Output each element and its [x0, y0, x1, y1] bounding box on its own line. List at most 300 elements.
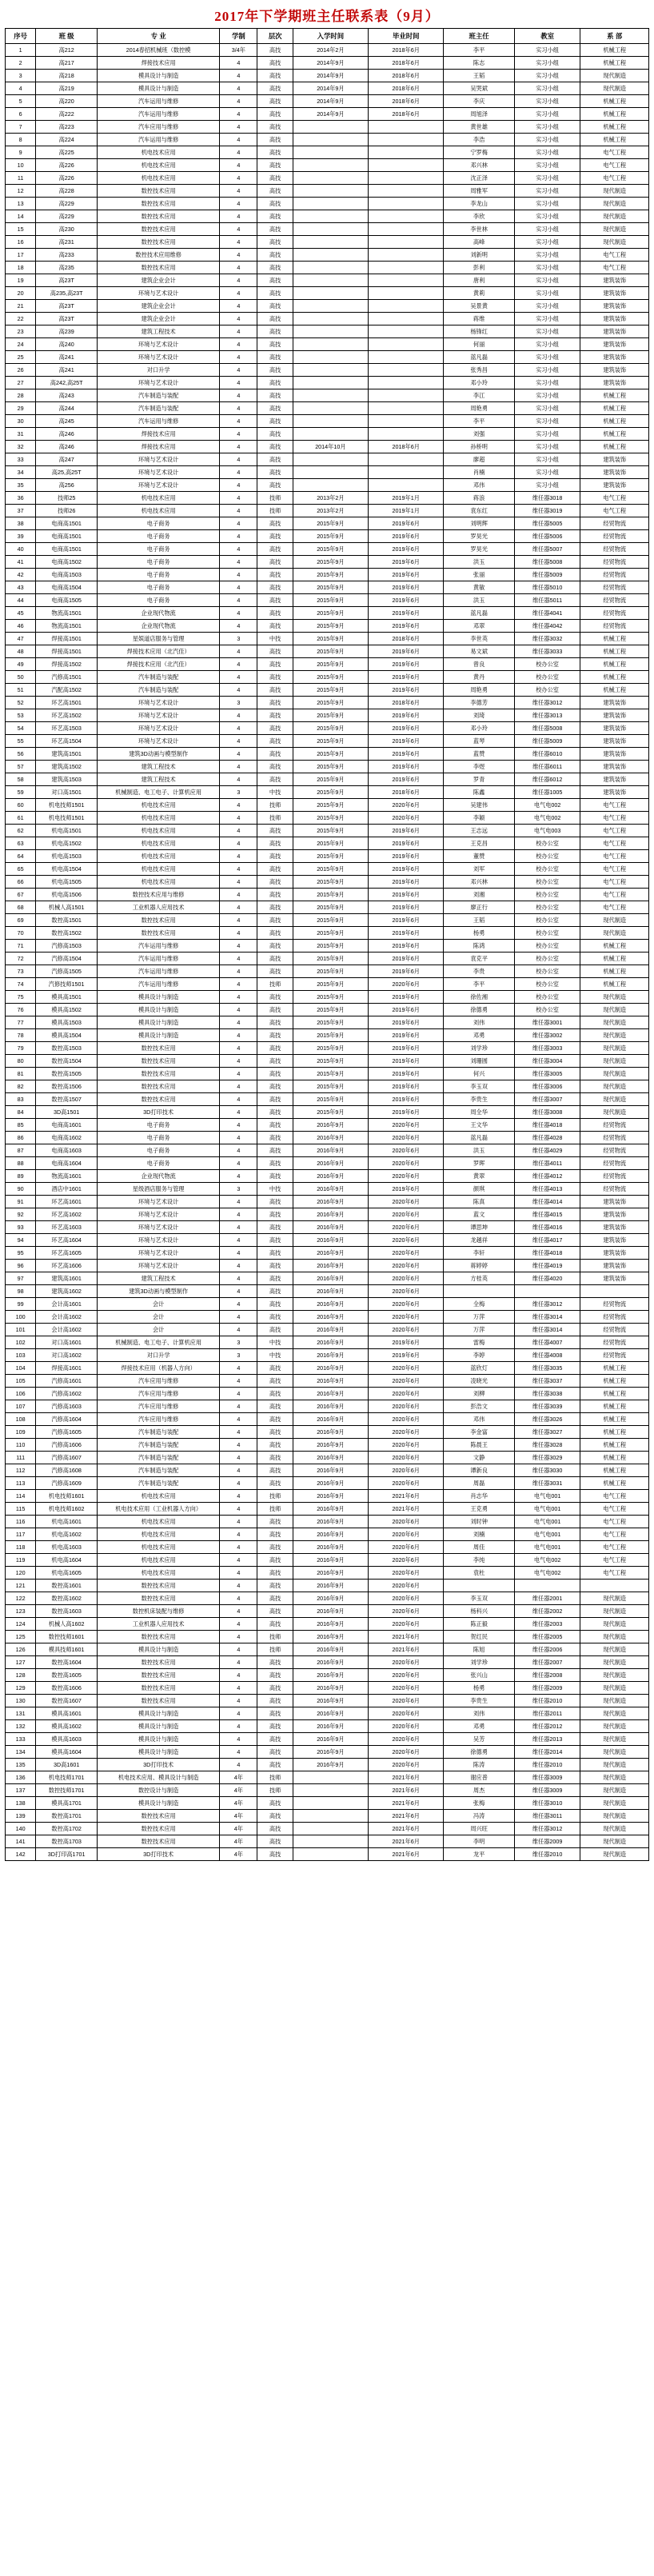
table-cell: 2019年6月: [369, 748, 444, 761]
table-cell: 李轩: [444, 1247, 514, 1260]
table-cell: 高技: [257, 1605, 293, 1618]
table-cell: 高技: [257, 121, 293, 134]
table-cell: 环境与艺术设计: [97, 1208, 219, 1221]
table-cell: 机械工程: [580, 134, 649, 146]
table-cell: 4: [220, 684, 257, 697]
table-cell: 环境与艺术设计: [97, 1260, 219, 1272]
table-cell: 维任器5009: [514, 735, 580, 748]
table-cell: 电气工程: [580, 812, 649, 825]
table-cell: 103: [6, 1349, 36, 1362]
table-cell: 经贸物流: [580, 1298, 649, 1311]
table-cell: 现代制造: [580, 1669, 649, 1682]
table-row: [6, 978, 649, 991]
table-cell: 4: [220, 1029, 257, 1042]
table-cell: 44: [6, 594, 36, 607]
table-cell: 高技: [257, 658, 293, 671]
table-cell: 高技: [257, 1029, 293, 1042]
table-cell: 焊接高1501: [36, 645, 98, 658]
table-row: [6, 569, 649, 581]
table-cell: 邓小玲: [444, 722, 514, 735]
table-cell: [369, 274, 444, 287]
table-cell: 建筑装饰: [580, 364, 649, 377]
table-cell: 中技: [257, 1183, 293, 1196]
table-cell: 汽车制造与装配: [97, 1452, 219, 1464]
table-cell: 模具技师1601: [36, 1643, 98, 1656]
table-cell: 模具设计与制造: [97, 70, 219, 82]
table-cell: 颜琪: [444, 1183, 514, 1196]
table-cell: 电子商务: [97, 530, 219, 543]
table-row: [6, 1810, 649, 1823]
table-row: [6, 1695, 649, 1707]
table-cell: 2015年9月: [293, 607, 368, 620]
table-cell: 电气电001: [514, 1503, 580, 1516]
table-cell: 2016年9月: [293, 1388, 368, 1400]
table-cell: 高技: [257, 684, 293, 697]
table-cell: 维任器5010: [514, 581, 580, 594]
table-cell: 维任器2005: [514, 1631, 580, 1643]
table-cell: 对口高1601: [36, 1336, 98, 1349]
table-row: [6, 223, 649, 236]
table-cell: 维任器6012: [514, 773, 580, 786]
table-cell: 2016年9月: [293, 1605, 368, 1618]
table-cell: 环艺高1606: [36, 1260, 98, 1272]
table-cell: 李婷: [444, 1349, 514, 1362]
table-cell: 实习小组: [514, 466, 580, 479]
table-cell: 经贸物流: [580, 1132, 649, 1144]
table-cell: 维任器2003: [514, 1618, 580, 1631]
table-cell: 4: [220, 1311, 257, 1324]
table-cell: 维任器3006: [514, 1080, 580, 1093]
column-header: 入学时间: [293, 29, 368, 44]
table-cell: 82: [6, 1080, 36, 1093]
table-cell: 2015年9月: [293, 530, 368, 543]
table-cell: 维任器2006: [514, 1643, 580, 1656]
table-cell: 4: [220, 223, 257, 236]
table-cell: 87: [6, 1144, 36, 1157]
table-cell: 蓝凡磊: [444, 607, 514, 620]
table-cell: [293, 351, 368, 364]
table-cell: 129: [6, 1682, 36, 1695]
table-cell: 2015年9月: [293, 620, 368, 633]
table-cell: [293, 1784, 368, 1797]
table-cell: 91: [6, 1196, 36, 1208]
table-cell: 2020年6月: [369, 1272, 444, 1285]
table-cell: 2015年9月: [293, 889, 368, 901]
table-cell: 数控高1503: [36, 1042, 98, 1055]
table-cell: 4: [220, 722, 257, 735]
table-cell: 59: [6, 786, 36, 799]
table-cell: [293, 1848, 368, 1861]
table-cell: 2020年6月: [369, 812, 444, 825]
table-cell: 廖正行: [444, 901, 514, 914]
table-cell: 校办公室: [514, 965, 580, 978]
table-cell: 2015年9月: [293, 965, 368, 978]
table-cell: 71: [6, 940, 36, 953]
table-cell: 95: [6, 1247, 36, 1260]
table-cell: 10: [6, 159, 36, 172]
table-cell: 建筑装饰: [580, 1221, 649, 1234]
table-row: [6, 914, 649, 927]
table-cell: 汽车制造与装配: [97, 1439, 219, 1452]
table-cell: 高技: [257, 1426, 293, 1439]
table-row: [6, 185, 649, 198]
table-cell: 机电高1503: [36, 850, 98, 863]
column-header: 毕业时间: [369, 29, 444, 44]
table-cell: 校办公室: [514, 940, 580, 953]
table-cell: 高技: [257, 108, 293, 121]
table-cell: 2016年9月: [293, 1490, 368, 1503]
table-cell: 电气工程: [580, 1541, 649, 1554]
table-cell: 高技: [257, 1234, 293, 1247]
table-cell: 陈正毅: [444, 1618, 514, 1631]
table-cell: 4: [220, 274, 257, 287]
table-cell: 电子商务: [97, 1144, 219, 1157]
table-cell: 2020年6月: [369, 1759, 444, 1771]
table-cell: 94: [6, 1234, 36, 1247]
table-cell: 汽车应用与维修: [97, 1400, 219, 1413]
table-cell: [293, 364, 368, 377]
table-cell: 4: [220, 1234, 257, 1247]
table-cell: 邓伟: [444, 1413, 514, 1426]
table-cell: 4: [220, 95, 257, 108]
table-row: [6, 1336, 649, 1349]
table-cell: 模具高1504: [36, 1029, 98, 1042]
table-cell: 实习小组: [514, 453, 580, 466]
table-cell: 4: [220, 389, 257, 402]
table-cell: 高技: [257, 1004, 293, 1016]
table-cell: 刘军: [444, 863, 514, 876]
table-cell: 2014年2月: [293, 44, 368, 57]
table-cell: 电商高1501: [36, 543, 98, 556]
table-cell: 对口升学: [97, 1349, 219, 1362]
table-cell: 维任器3035: [514, 1362, 580, 1375]
table-cell: 环艺高1603: [36, 1221, 98, 1234]
table-cell: 何丽: [444, 338, 514, 351]
table-cell: 高技: [257, 722, 293, 735]
table-cell: 技师: [257, 812, 293, 825]
table-cell: 现代制造: [580, 1592, 649, 1605]
table-cell: 机电高1505: [36, 876, 98, 889]
table-cell: 现代制造: [580, 1835, 649, 1848]
table-row: [6, 543, 649, 556]
table-cell: 袁东红: [444, 505, 514, 517]
table-row: [6, 697, 649, 709]
table-cell: 17: [6, 249, 36, 262]
table-row: [6, 1068, 649, 1080]
table-cell: 138: [6, 1797, 36, 1810]
table-cell: 电气电001: [514, 1490, 580, 1503]
table-cell: 高技: [257, 1810, 293, 1823]
table-cell: 万萍: [444, 1324, 514, 1336]
table-cell: 焊接技术应用（北汽佳）: [97, 658, 219, 671]
table-cell: 2015年9月: [293, 722, 368, 735]
table-row: [6, 940, 649, 953]
table-cell: 数控技师1601: [36, 1631, 98, 1643]
table-cell: 4: [220, 1669, 257, 1682]
table-cell: 机电技术应用: [97, 1554, 219, 1567]
table-cell: 高235: [36, 262, 98, 274]
table-cell: 高技: [257, 82, 293, 95]
table-cell: 建筑装饰: [580, 697, 649, 709]
table-cell: 电气电002: [514, 1554, 580, 1567]
table-cell: 高技: [257, 914, 293, 927]
table-cell: 4: [220, 1196, 257, 1208]
table-cell: 汽车应用与维修: [97, 1388, 219, 1400]
table-cell: 焊接高1501: [36, 633, 98, 645]
table-cell: 5: [6, 95, 36, 108]
table-cell: 模具设计与制造: [97, 82, 219, 95]
table-cell: 汽修高1501: [36, 671, 98, 684]
table-row: [6, 338, 649, 351]
table-cell: 经贸物流: [580, 1119, 649, 1132]
table-cell: 4: [220, 146, 257, 159]
table-cell: 高技: [257, 236, 293, 249]
table-row: [6, 325, 649, 338]
table-row: [6, 1388, 649, 1400]
table-cell: 3: [220, 1349, 257, 1362]
table-cell: 机械工程: [580, 1452, 649, 1464]
table-cell: 建筑装饰: [580, 748, 649, 761]
table-cell: 维任器5006: [514, 530, 580, 543]
table-cell: 73: [6, 965, 36, 978]
table-cell: 李煜: [444, 761, 514, 773]
table-cell: 李世英: [444, 633, 514, 645]
table-cell: 机械工程: [580, 684, 649, 697]
table-cell: 数控技师1701: [36, 1784, 98, 1797]
table-cell: 维任器3029: [514, 1452, 580, 1464]
table-cell: 维任器4011: [514, 1157, 580, 1170]
table-cell: 模具高1701: [36, 1797, 98, 1810]
table-cell: 4: [220, 620, 257, 633]
table-row: [6, 953, 649, 965]
table-cell: 数控技术应用: [97, 1055, 219, 1068]
table-cell: 117: [6, 1528, 36, 1541]
table-cell: 4: [220, 1260, 257, 1272]
table-cell: 数控技术应用: [97, 914, 219, 927]
table-cell: 物流高1601: [36, 1170, 98, 1183]
table-cell: 建筑装饰: [580, 466, 649, 479]
table-cell: [293, 1797, 368, 1810]
table-cell: 蒋维: [444, 313, 514, 325]
table-cell: 113: [6, 1477, 36, 1490]
table-cell: 罗青: [444, 773, 514, 786]
table-cell: 中技: [257, 633, 293, 645]
table-cell: 经贸物流: [580, 556, 649, 569]
table-cell: 刘柳: [444, 1388, 514, 1400]
table-cell: 8: [6, 134, 36, 146]
table-cell: [293, 479, 368, 492]
table-cell: 133: [6, 1733, 36, 1746]
table-row: [6, 364, 649, 377]
table-cell: 雷梅: [444, 1336, 514, 1349]
table-cell: 模具设计与制造: [97, 1707, 219, 1720]
table-cell: 4: [220, 901, 257, 914]
table-cell: 2019年6月: [369, 543, 444, 556]
table-row: [6, 57, 649, 70]
table-cell: 高技: [257, 581, 293, 594]
table-cell: 刘明辉: [444, 517, 514, 530]
table-row: [6, 402, 649, 415]
table-cell: 2019年6月: [369, 1106, 444, 1119]
table-cell: 2014春招机械班（数控模: [97, 44, 219, 57]
table-cell: 4: [220, 1516, 257, 1528]
table-row: [6, 594, 649, 607]
table-cell: [369, 364, 444, 377]
table-cell: 4: [220, 812, 257, 825]
table-cell: 高技: [257, 1068, 293, 1080]
table-cell: 蓝凡磊: [444, 351, 514, 364]
table-cell: 汽车制造与装配: [97, 1464, 219, 1477]
table-cell: 焊接技术应用: [97, 441, 219, 453]
table-cell: 25: [6, 351, 36, 364]
table-cell: 4: [220, 1285, 257, 1298]
table-cell: 2015年9月: [293, 633, 368, 645]
table-cell: [369, 146, 444, 159]
table-cell: 电气电002: [514, 799, 580, 812]
table-cell: 124: [6, 1618, 36, 1631]
table-cell: 高技: [257, 1016, 293, 1029]
table-cell: [293, 146, 368, 159]
table-cell: 51: [6, 684, 36, 697]
table-cell: 高技: [257, 1618, 293, 1631]
table-cell: 电子商务: [97, 581, 219, 594]
table-cell: 高220: [36, 95, 98, 108]
table-row: [6, 1452, 649, 1464]
table-cell: 模具设计与制造: [97, 1720, 219, 1733]
table-cell: 电商高1501: [36, 530, 98, 543]
table-cell: 高技: [257, 1848, 293, 1861]
table-cell: 2016年9月: [293, 1516, 368, 1528]
table-cell: 4: [220, 1477, 257, 1490]
table-cell: [369, 453, 444, 466]
table-cell: 维任器3030: [514, 1464, 580, 1477]
table-cell: 维任器3009: [514, 1784, 580, 1797]
table-cell: 64: [6, 850, 36, 863]
table-cell: 建筑企业会计: [97, 274, 219, 287]
table-cell: 邓兴林: [444, 159, 514, 172]
table-cell: 黄世雄: [444, 121, 514, 134]
table-cell: 维任器1005: [514, 786, 580, 799]
table-cell: 高技: [257, 146, 293, 159]
table-cell: 4: [220, 300, 257, 313]
table-cell: 环艺高1502: [36, 709, 98, 722]
table-cell: 汽车制造与装配: [97, 402, 219, 415]
table-cell: 模具高1603: [36, 1733, 98, 1746]
table-cell: [293, 274, 368, 287]
table-cell: 4: [220, 709, 257, 722]
table-cell: 工业机器人应用技术: [97, 1618, 219, 1631]
table-cell: 2015年9月: [293, 927, 368, 940]
table-cell: 2020年6月: [369, 1298, 444, 1311]
table-cell: 经贸物流: [580, 1324, 649, 1336]
table-cell: 吴芳: [444, 1733, 514, 1746]
table-cell: 2018年6月: [369, 633, 444, 645]
table-row: [6, 1439, 649, 1452]
table-cell: 2020年6月: [369, 1618, 444, 1631]
table-cell: 高技: [257, 1580, 293, 1592]
table-cell: 李玉双: [444, 1080, 514, 1093]
table-cell: 企业现代物流: [97, 620, 219, 633]
table-cell: 维任器4012: [514, 1170, 580, 1183]
table-cell: 56: [6, 748, 36, 761]
table-cell: 环境与艺术设计: [97, 479, 219, 492]
table-cell: 实习小组: [514, 313, 580, 325]
table-cell: 校办公室: [514, 658, 580, 671]
table-cell: 现代制造: [580, 927, 649, 940]
table-row: [6, 505, 649, 517]
table-cell: 2014年10月: [293, 441, 368, 453]
table-cell: 数控高1506: [36, 1080, 98, 1093]
table-cell: 66: [6, 876, 36, 889]
table-cell: [293, 236, 368, 249]
table-cell: 高技: [257, 1221, 293, 1234]
table-cell: 39: [6, 530, 36, 543]
table-cell: 维任器5005: [514, 517, 580, 530]
table-cell: 建筑装饰: [580, 453, 649, 466]
table-row: [6, 428, 649, 441]
table-cell: 高技: [257, 1093, 293, 1106]
table-cell: 3: [220, 786, 257, 799]
table-cell: 109: [6, 1426, 36, 1439]
table-cell: 建筑装饰: [580, 709, 649, 722]
table-cell: 2019年6月: [369, 735, 444, 748]
table-cell: 2020年6月: [369, 1247, 444, 1260]
table-row: [6, 1324, 649, 1336]
table-cell: 电气工程: [580, 1528, 649, 1541]
table-cell: 2016年9月: [293, 1567, 368, 1580]
table-cell: 4: [220, 428, 257, 441]
table-cell: 高技: [257, 671, 293, 684]
table-cell: 4: [220, 1400, 257, 1413]
table-cell: 2016年9月: [293, 1247, 368, 1260]
table-cell: 2016年9月: [293, 1221, 368, 1234]
table-row: [6, 95, 649, 108]
table-cell: 刘学珍: [444, 1656, 514, 1669]
table-cell: 2021年6月: [369, 1631, 444, 1643]
table-cell: 现代制造: [580, 1643, 649, 1656]
table-cell: 万萍: [444, 1311, 514, 1324]
table-cell: 2016年9月: [293, 1528, 368, 1541]
table-row: [6, 825, 649, 837]
table-cell: 机电技术应用: [97, 1528, 219, 1541]
table-cell: 周全华: [444, 1106, 514, 1119]
table-cell: 40: [6, 543, 36, 556]
table-cell: 2015年9月: [293, 914, 368, 927]
table-cell: 李欣: [444, 210, 514, 223]
table-cell: 高技: [257, 466, 293, 479]
table-cell: 28: [6, 389, 36, 402]
table-row: [6, 735, 649, 748]
table-cell: 高技: [257, 1516, 293, 1528]
table-cell: 徐德勇: [444, 1746, 514, 1759]
table-cell: [293, 300, 368, 313]
table-cell: 2015年9月: [293, 786, 368, 799]
table-cell: 杨勇: [444, 927, 514, 940]
table-cell: 数控技术应用: [97, 223, 219, 236]
table-row: [6, 1643, 649, 1656]
table-cell: 罗昊光: [444, 543, 514, 556]
table-cell: 机电技术应用: [97, 505, 219, 517]
table-row: [6, 761, 649, 773]
table-row: [6, 1682, 649, 1695]
table-cell: [514, 1580, 580, 1592]
table-cell: [369, 389, 444, 402]
table-cell: 机械工程: [580, 95, 649, 108]
table-header-row: [6, 29, 649, 44]
table-cell: 经贸物流: [580, 1336, 649, 1349]
table-cell: 2021年6月: [369, 1490, 444, 1503]
table-cell: 校办公室: [514, 889, 580, 901]
